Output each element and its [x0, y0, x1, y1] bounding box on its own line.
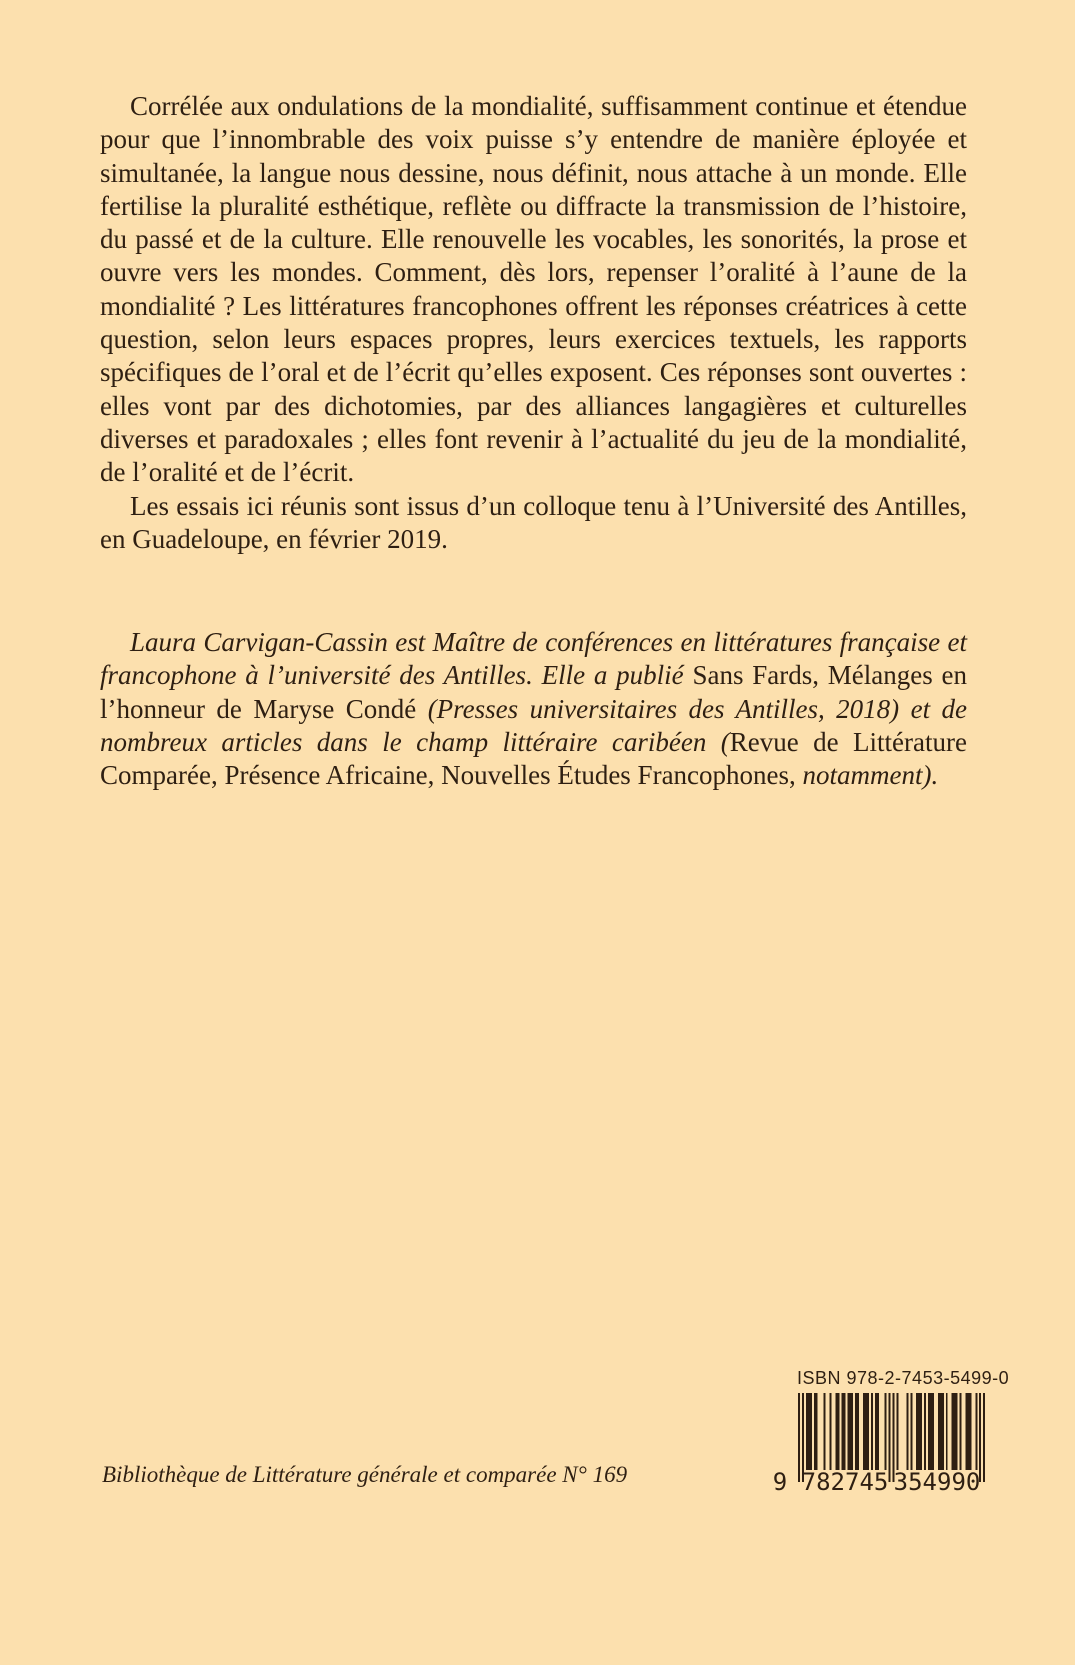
barcode-bar	[983, 1393, 985, 1482]
barcode-digits-right-group: 354990	[893, 1468, 981, 1495]
bio-segment-italic: Laura Carvigan-Cassin est Maître de conférences en littératures française et francophone à l’université des Antilles. Elle a publié	[100, 627, 967, 691]
barcode-bar	[906, 1393, 908, 1470]
barcode-bar	[965, 1393, 971, 1470]
barcode-bar	[875, 1393, 879, 1470]
barcode-bar	[806, 1393, 812, 1470]
barcode-bar	[814, 1393, 818, 1470]
barcode-bar	[871, 1393, 873, 1470]
collection-series-label: Bibliothèque de Littérature générale et comparée N° 169	[102, 1462, 628, 1487]
barcode-bar	[863, 1393, 869, 1470]
bio-segment-roman: Revue de Littérature Comparée, Présence Africaine, Nouvelles Études Francophones,	[100, 727, 967, 791]
barcode-bar	[924, 1393, 926, 1470]
barcode-digit-leading: 9	[772, 1468, 788, 1495]
barcode-bar	[841, 1393, 845, 1470]
synopsis-paragraph-2: Les essais ici réunis sont issus d’un colloque tenu à l’Université des Antilles, en Guadeloupe, en février 2019.	[100, 490, 967, 554]
barcode-digits-left-group: 782745	[801, 1468, 889, 1495]
barcode-bar	[952, 1393, 958, 1470]
barcode-bar	[916, 1393, 922, 1470]
barcode-bar	[885, 1393, 887, 1470]
barcode-bar	[928, 1393, 934, 1470]
bio-segment-italic: (Presses universitaires des Antilles, 2018) et de nombreux articles dans le champ littéraire caribéen (	[100, 693, 967, 758]
barcode-bar	[938, 1393, 944, 1470]
bio-segment-italic: notamment).	[795, 760, 939, 791]
synopsis-paragraph-1: Corrélée aux ondulations de la mondialité, suffisamment continue et étendue pour que l’innombrable des voix puisse s’y entendre de manière éployée et simultanée, la langue nous dessine, nous définit, nous attache à un monde. Elle fertilise la pluralité esthétique, reflète ou diffracte la transmission de l’histoire, du passé et de la culture. Elle renouvelle les vocables, les sonorités, la prose et ouvre vers les mondes. Comment, dès lors, repenser l’oralité à l’aune de la mondialité ? Les littératures francophones offrent les réponses créatrices à cette question, selon leurs espaces propres, leurs exercices textuels, les rapports spécifiques de l’oral et de l’écrit qu’elles exposent. Ces réponses sont ouvertes : elles vont par des dichotomies, par des alliances langagières et culturelles diverses et paradoxales ; elles font revenir à l’actualité du jeu de la mondialité, de l’oralité et de l’écrit.	[100, 91, 967, 488]
bio-segment-roman: Sans Fards, Mélanges en l’honneur de Maryse Condé	[100, 660, 967, 724]
barcode-bar	[889, 1393, 891, 1482]
barcode-bar	[835, 1393, 839, 1470]
barcode-bar	[910, 1393, 912, 1470]
synopsis-block	[100, 90, 967, 793]
author-bio	[100, 626, 967, 792]
barcode-bar	[975, 1393, 977, 1470]
ean13-barcode	[765, 1393, 995, 1495]
barcode-bar	[830, 1393, 832, 1470]
barcode-bar	[855, 1393, 859, 1470]
barcode-bar	[824, 1393, 826, 1470]
barcode-bar	[847, 1393, 853, 1470]
barcode-bar	[946, 1393, 948, 1470]
barcode-bar	[798, 1393, 800, 1482]
isbn-label: ISBN 978-2-7453-5499-0	[797, 1368, 1010, 1388]
barcode-bar	[960, 1393, 962, 1470]
barcode-bar	[897, 1393, 899, 1470]
